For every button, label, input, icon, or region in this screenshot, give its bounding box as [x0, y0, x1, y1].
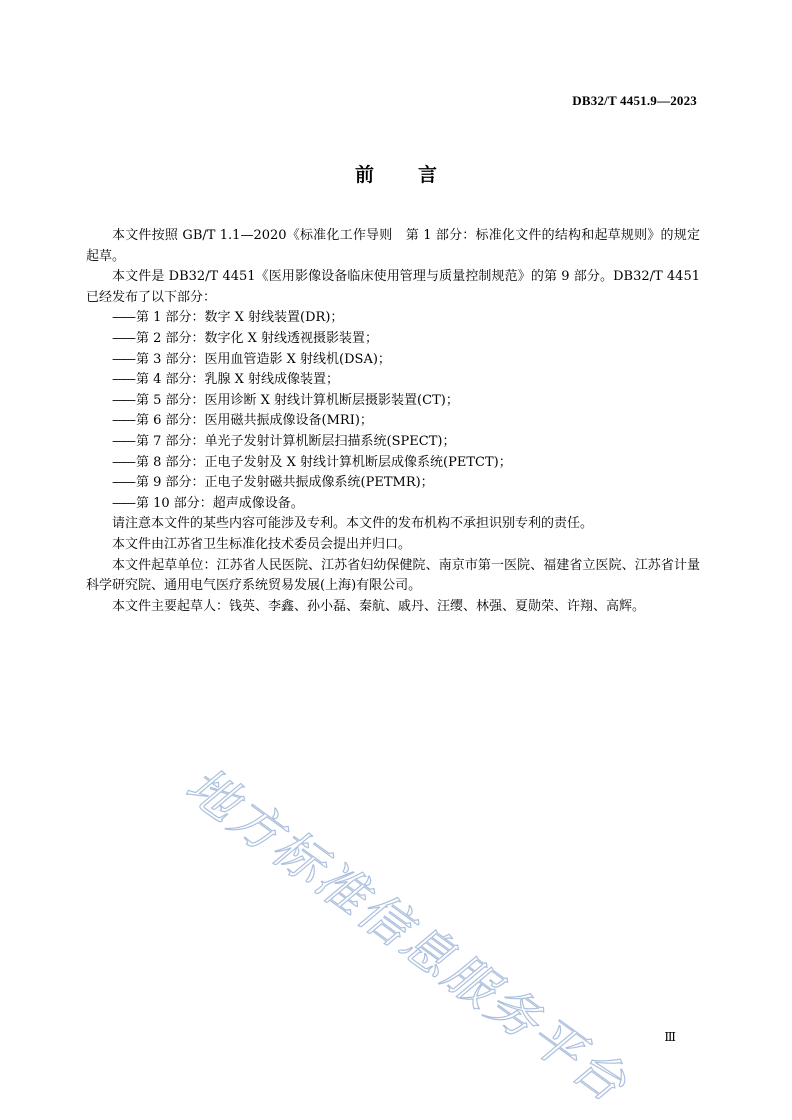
paragraph-drafters: 本文件主要起草人：钱英、李鑫、孙小磊、秦航、戚丹、汪缨、林强、夏勋荣、许翔、高辉。: [112, 598, 646, 614]
list-dash: ——: [112, 330, 134, 346]
part-label: 第 2 部分：数字化 X 射线透视摄影装置；: [136, 330, 379, 346]
paragraph-drafting-units: 本文件起草单位：江苏省人民医院、江苏省妇幼保健院、南京市第一医院、福建省立医院、江苏省计量科学研究院、通用电气医疗系统贸易发展(上海)有限公司。: [86, 557, 700, 594]
list-item: [86, 308, 700, 329]
page-number: Ⅲ: [664, 1030, 676, 1044]
part-label: 第 7 部分：单光子发射计算机断层扫描系统(SPECT)；: [136, 433, 456, 449]
list-dash: ——: [112, 433, 134, 449]
list-item: [86, 453, 700, 474]
list-dash: ——: [112, 413, 134, 429]
foreword-body: [86, 226, 700, 617]
list-dash: ——: [112, 475, 134, 491]
part-label: 第 4 部分：乳腺 X 射线成像装置；: [136, 372, 340, 388]
document-code: DB32/T 4451.9—2023: [572, 93, 697, 108]
part-label: 第 1 部分：数字 X 射线装置(DR)；: [136, 310, 344, 326]
part-label: 第 9 部分：正电子发射磁共振成像系统(PETMR)；: [136, 475, 434, 491]
title-char-1: 前: [354, 164, 374, 186]
list-dash: ——: [112, 351, 134, 367]
part-label: 第 5 部分：医用诊断 X 射线计算机断层摄影装置(CT)；: [136, 392, 459, 408]
title-char-2: 言: [418, 164, 438, 186]
list-dash: ——: [112, 372, 134, 388]
list-item: [86, 391, 700, 412]
paragraph-proposer: 本文件由江苏省卫生标准化技术委员会提出并归口。: [112, 536, 412, 552]
paragraph-series-intro: 本文件是 DB32/T 4451《医用影像设备临床使用管理与质量控制规范》的第 9 部分。DB32/T 4451 已经发布了以下部分：: [86, 269, 700, 305]
part-label: 第 6 部分：医用磁共振成像设备(MRI)；: [136, 413, 373, 429]
list-item: [86, 432, 700, 453]
part-label: 第 3 部分：医用血管造影 X 射线机(DSA)；: [136, 351, 391, 367]
list-item: [86, 411, 700, 432]
list-dash: ——: [112, 392, 134, 408]
list-dash: ——: [112, 495, 134, 511]
list-item: [86, 370, 700, 391]
list-item: [86, 329, 700, 350]
watermark: 地方标准信息服务平台: [175, 755, 639, 1115]
part-label: 第 8 部分：正电子发射及 X 射线计算机断层成像系统(PETCT)；: [136, 454, 512, 470]
list-item: [86, 473, 700, 494]
list-dash: ——: [112, 454, 134, 470]
list-item: [86, 494, 700, 515]
paragraph-standard-basis: 本文件按照 GB/T 1.1—2020《标准化工作导则 第 1 部分：标准化文件的结构和起草规则》的规定起草。: [86, 228, 700, 264]
list-item: [86, 350, 700, 371]
page-title: [0, 160, 792, 187]
paragraph-patent-notice: 请注意本文件的某些内容可能涉及专利。本文件的发布机构不承担识别专利的责任。: [112, 516, 594, 532]
part-label: 第 10 部分：超声成像设备。: [136, 495, 304, 511]
list-dash: ——: [112, 310, 134, 326]
